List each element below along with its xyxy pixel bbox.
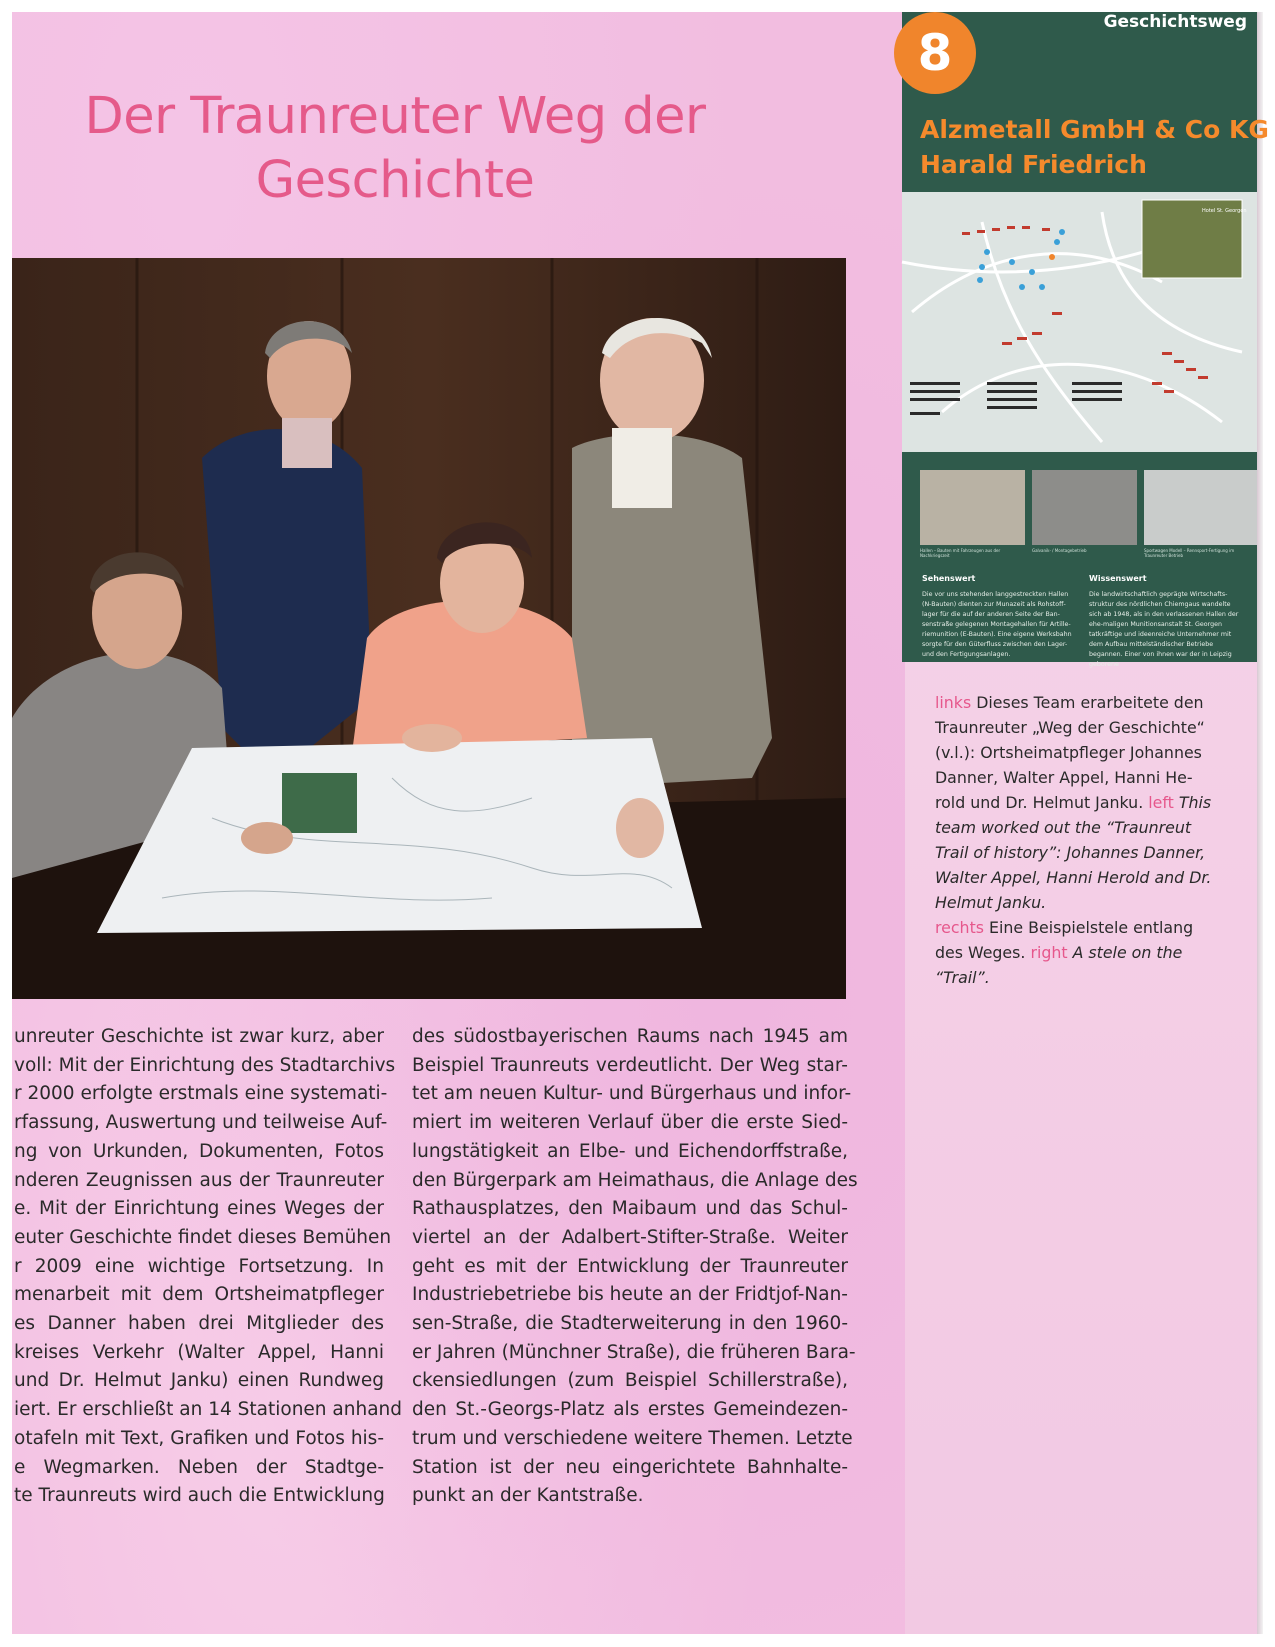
caption-line: [935, 690, 1205, 715]
caption-line: Helmut Janku.: [935, 893, 1047, 912]
caption-line: team worked out the “Traunreut: [935, 818, 1192, 837]
caption-line: “Trail”.: [935, 968, 990, 987]
map-inset-label: Hotel St. Georgen: [1202, 208, 1247, 214]
body-line: sen-Straße, die Stadterweiterung in den 1960-: [412, 1313, 848, 1335]
body-line: unreuter Geschichte ist zwar kurz, aber: [14, 1026, 384, 1047]
body-line: rfassung, Auswertung und teilweise Auf-: [14, 1112, 388, 1134]
body-line: den Bürgerpark am Heimathaus, die Anlage des: [412, 1169, 858, 1191]
body-line: es Danner haben drei Mitglieder des: [14, 1313, 384, 1335]
stele-section-text: Die vor uns stehenden langgestreckten Hallen (N-Bauten) dienten zur Munazeit als Rohstoff-lager für die auf der anderen Seite der Ban-senstraße gelegenen Montagehallen für Artille-riemunition (E-Bauten). Eine eigene Werksbahn sorgte für den Güterfluss zwischen den Lager- und den Fertigungsanlagen.: [922, 591, 1072, 658]
stele-section-text: Die landwirtschaftlich geprägte Wirtschafts-struktur des nördlichen Chiemgaus wandelte sich ab 1948, als in den verlassenen Hallen der ehe-maligen Munitionsanstalt St. Georgen tatkräftige und ideenreiche Unternehmer mit dem Aufbau mittelständischer Betriebe begannen. Einer von ihnen war der in Leipzig geborene: [1089, 591, 1239, 668]
stele-section-title: Wissenswert: [1089, 574, 1147, 583]
caption-line: Traunreuter „Weg der Geschichte“: [935, 718, 1205, 737]
body-line: te Traunreuts wird auch die Entwicklung: [14, 1485, 385, 1507]
body-line: voll: Mit der Einrichtung des Stadtarchivs: [14, 1054, 396, 1076]
stele-title-line-2: Harald Friedrich: [920, 150, 1147, 179]
stele-photos: [920, 470, 1257, 558]
body-line: ckensiedlungen (zum Beispiel Schillerstraße),: [412, 1370, 848, 1392]
body-line: e. Mit der Einrichtung eines Weges der: [14, 1198, 384, 1220]
body-line: menarbeit mit dem Ortsheimatpfleger: [14, 1284, 384, 1306]
body-line: euter Geschichte findet dieses Bemühen: [14, 1226, 392, 1248]
body-line: Beispiel Traunreuts verdeutlicht. Der Weg star-: [412, 1054, 848, 1076]
body-column-1: [14, 1023, 403, 1511]
body-line: geht es mit der Entwicklung der Traunreuter: [412, 1255, 848, 1277]
body-line: Industriebetriebe bis heute an der Fridtjof-Nan-: [412, 1284, 848, 1306]
body-line: tet am neuen Kultur- und Bürgerhaus und infor-: [412, 1083, 852, 1105]
body-line: iert. Er erschließt an 14 Stationen anhand: [14, 1399, 403, 1421]
body-line: e Wegmarken. Neben der Stadtge-: [14, 1456, 384, 1478]
body-line: lungstätigkeit an Elbe- und Eichendorffstraße,: [412, 1140, 848, 1162]
caption-line: Danner, Walter Appel, Hanni He-: [935, 768, 1193, 787]
caption-keyword-left: left: [1143, 793, 1174, 812]
stele-map-illustration: [902, 192, 1257, 452]
headline-line-2: Geschichte: [255, 151, 535, 210]
stele-photo-racecar: [1144, 470, 1257, 545]
body-line: kreises Verkehr (Walter Appel, Hanni: [14, 1341, 384, 1363]
caption-keyword-links: links: [935, 693, 972, 712]
body-line: ng von Urkunden, Dokumenten, Fotos: [14, 1140, 384, 1162]
caption-line: Walter Appel, Hanni Herold and Dr.: [935, 868, 1212, 887]
body-line: und Dr. Helmut Janku) einen Rundweg: [14, 1370, 384, 1392]
body-line: trum und verschiedene weitere Themen. Letzte: [412, 1427, 853, 1449]
body-line: Station ist der neu eingerichtete Bahnhalte-: [412, 1456, 848, 1478]
body-line: nderen Zeugnissen aus der Traunreuter: [14, 1169, 384, 1191]
stele-number-badge: 8: [894, 12, 976, 94]
photo-caption: [935, 690, 1212, 990]
body-line: miert im weiteren Verlauf über die erste Sied-: [412, 1112, 848, 1134]
stele-map: [902, 192, 1257, 452]
caption-text: Eine Beispielstele entlang: [984, 918, 1194, 937]
caption-line: [935, 940, 1205, 965]
team-photo-illustration: [12, 258, 846, 999]
caption-line: [935, 790, 1212, 815]
stele-section-title: Sehenswert: [922, 574, 976, 583]
stele-title-line-1: Alzmetall GmbH & Co KG: [920, 115, 1269, 144]
body-line: otafeln mit Text, Grafiken und Fotos his-: [14, 1427, 384, 1449]
stele-title: [920, 112, 1269, 182]
article-headline: [40, 85, 750, 213]
headline-line-1: Der Traunreuter Weg der: [84, 87, 706, 146]
caption-line: [935, 915, 1205, 940]
stele-photo-halls: [920, 470, 1025, 545]
caption-keyword-rechts: rechts: [935, 918, 984, 937]
page-edge: [1257, 12, 1263, 1634]
stele-photo-caption: Hallen – Bauten mit Fahrzeugen aus der Nachkriegszeit: [920, 548, 1001, 558]
caption-line: (v.l.): Ortsheimatpfleger Johannes: [935, 743, 1202, 762]
body-line: den St.-Georgs-Platz als erstes Gemeindezen-: [412, 1399, 848, 1421]
stele-tag: Geschichtsweg: [1103, 12, 1247, 32]
caption-text: Dieses Team erarbeitete den: [971, 693, 1204, 712]
stele-photo-caption: Galvanik- / Montagebetrieb: [1032, 548, 1087, 553]
stele-photo-caption: Sportwagen Modell – Rennsport-Fertigung im Traunreuter Betrieb: [1144, 548, 1235, 558]
caption-keyword-right: right: [1025, 943, 1068, 962]
body-line: er Jahren (Münchner Straße), die früheren Bara-: [412, 1341, 856, 1363]
caption-text-en: A stele on the: [1067, 943, 1183, 962]
body-line: viertel an der Adalbert-Stifter-Straße. Weiter: [412, 1226, 848, 1248]
body-line: Rathausplatzes, den Maibaum und das Schul-: [412, 1198, 848, 1220]
caption-text: des Weges.: [935, 943, 1026, 962]
body-column-2: [412, 1023, 858, 1511]
stele-photo-workshop: [1032, 470, 1137, 545]
body-line: r 2009 eine wichtige Fortsetzung. In: [14, 1255, 384, 1277]
caption-text-en: This: [1173, 793, 1212, 812]
body-line: des südostbayerischen Raums nach 1945 am: [412, 1026, 848, 1047]
body-line: punkt an der Kantstraße.: [412, 1485, 644, 1507]
caption-text: rold und Dr. Helmut Janku.: [935, 793, 1144, 812]
body-line: r 2000 erfolgte erstmals eine systemati-: [14, 1083, 388, 1105]
caption-line: Trail of history”: Johannes Danner,: [935, 843, 1206, 862]
stele-panel: [902, 12, 1269, 668]
team-photo: [12, 258, 846, 999]
